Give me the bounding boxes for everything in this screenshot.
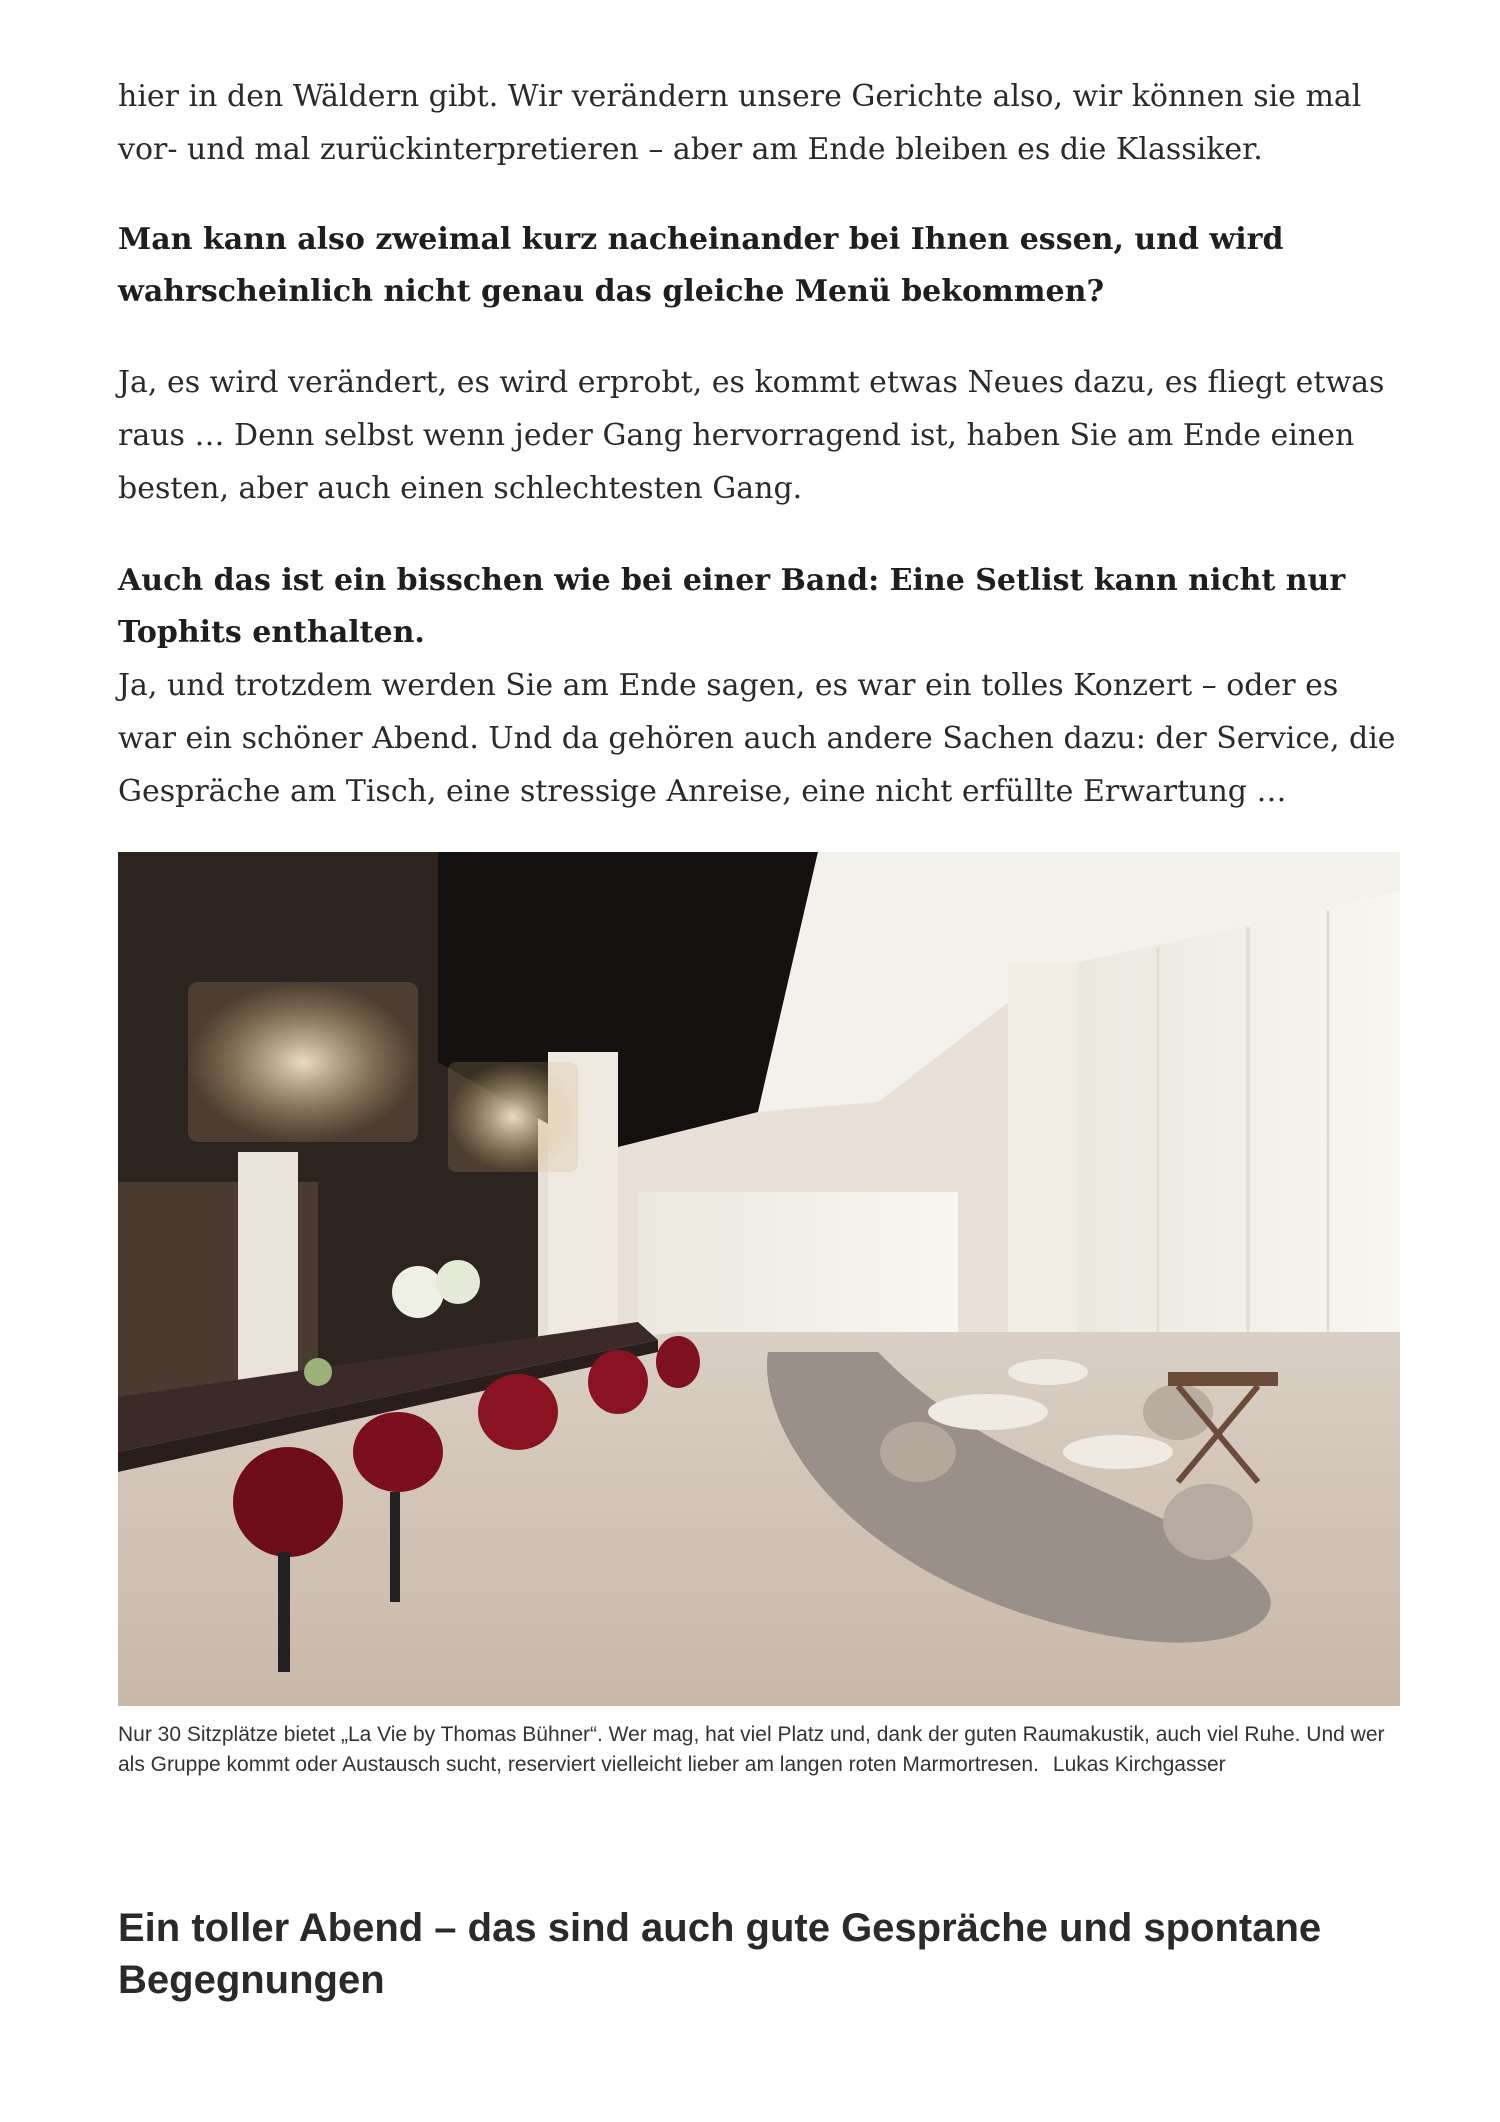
article-body [118, 70, 1400, 2002]
figure [118, 852, 1400, 1780]
paragraph: hier in den Wäldern gibt. Wir verändern unsere Gerichte also, wir können sie mal vor- und mal zurückinterpretieren – aber am Ende bleiben es die Klassiker. [118, 79, 1362, 167]
restaurant-photo[interactable] [118, 852, 1400, 1706]
caption-text: Nur 30 Sitzplätze bietet „La Vie by Thomas Bühner“. Wer mag, hat viel Platz und, dank der guten Raumakustik, auch viel Ruhe. Und wer als Gruppe kommt oder Austausch sucht, reserviert vielleicht lieber am langen roten Marmortresen. [118, 1723, 1385, 1776]
interview-answer: Ja, und trotzdem werden Sie am Ende sagen, es war ein tolles Konzert – oder es war ein schöner Abend. Und da gehören auch andere Sachen dazu: der Service, die Gespräche am Tisch, eine stressige Anreise, eine nicht erfüllte Erwartung … [118, 668, 1396, 809]
section-heading: Ein toller Abend – das sind auch gute Gespräche und spontane Begegnungen [118, 1906, 1322, 2002]
interview-question: Auch das ist ein bisschen wie bei einer Band: Eine Setlist kann nicht nur Tophits enthalten. [118, 563, 1346, 650]
figure-caption [118, 1720, 1400, 1780]
interview-question: Man kann also zweimal kurz nacheinander bei Ihnen essen, und wird wahrscheinlich nicht genau das gleiche Menü bekommen? [118, 222, 1284, 309]
photo-credit: Lukas Kirchgasser [1052, 1753, 1226, 1776]
interview-answer: Ja, es wird verändert, es wird erprobt, es kommt etwas Neues dazu, es fliegt etwas raus … Denn selbst wenn jeder Gang hervorragend ist, haben Sie am Ende einen besten, aber auch einen schlechtesten Gang. [118, 365, 1385, 506]
